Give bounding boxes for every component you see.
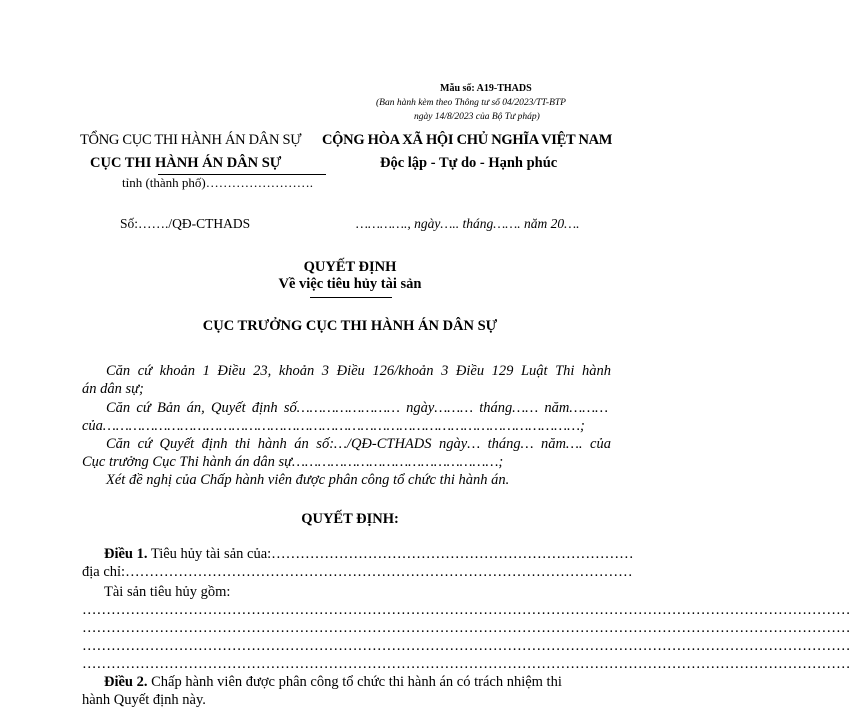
- asset-line-4: ……………………………………………………………………………………………………………………………………………: [82, 656, 851, 672]
- basis-2-line-b: của…………………………………………………………………………………………………;: [82, 418, 585, 434]
- document-date: …………., ngày….. tháng……. năm 20….: [356, 216, 580, 231]
- article-1-list-label: Tài sản tiêu hủy gồm:: [104, 584, 231, 600]
- agency-parent: TỔNG CỤC THI HÀNH ÁN DÂN SỰ: [80, 132, 302, 148]
- decision-heading: QUYẾT ĐỊNH:: [301, 511, 399, 527]
- agency-name: CỤC THI HÀNH ÁN DÂN SỰ: [90, 155, 282, 171]
- asset-line-1: ……………………………………………………………………………………………………………………………………………: [82, 602, 851, 618]
- article-2-line-b: hành Quyết định này.: [82, 692, 206, 708]
- basis-1-line-a: Căn cứ khoản 1 Điều 23, khoản 3 Điều 126/khoản 3 Điều 129 Luật Thi hành: [106, 363, 611, 379]
- article-1-text: Tiêu hủy tài sản của:…………………………………………………………………: [150, 546, 634, 562]
- article-2: [104, 674, 562, 691]
- basis-3-line-a: Căn cứ Quyết định thi hành án số:…/QĐ-CTHADS ngày… tháng… năm…. của: [106, 436, 611, 452]
- country-name: CỘNG HÒA XÃ HỘI CHỦ NGHĨA VIỆT NAM: [322, 132, 613, 148]
- agency-location: tỉnh (thành phố)…………………….: [122, 175, 314, 190]
- basis-1-line-b: án dân sự;: [82, 381, 144, 397]
- basis-3-line-b: Cục trưởng Cục Thi hành án dân sự…………………………………………;: [82, 454, 504, 470]
- article-1: [104, 546, 634, 563]
- national-motto: Độc lập - Tự do - Hạnh phúc: [380, 155, 558, 171]
- form-note-line-2: ngày 14/8/2023 của Bộ Tư pháp): [414, 112, 540, 122]
- basis-2-line-a: Căn cứ Bản án, Quyết định số…………………… ngày……… tháng…… năm………: [106, 400, 608, 416]
- article-2-text: Chấp hành viên được phân công tổ chức thi hành án có trách nhiệm thi: [151, 674, 562, 690]
- issuer-heading: CỤC TRƯỞNG CỤC THI HÀNH ÁN DÂN SỰ: [202, 318, 498, 334]
- asset-line-2: ……………………………………………………………………………………………………………………………………………: [82, 620, 851, 636]
- asset-line-3: ……………………………………………………………………………………………………………………………………………: [82, 638, 851, 654]
- form-code: Mẫu số: A19-THADS: [440, 83, 532, 94]
- document-title: QUYẾT ĐỊNH: [303, 259, 397, 275]
- article-1-label: Điều 1.: [104, 546, 148, 562]
- form-note-line-1: (Ban hành kèm theo Thông tư số 04/2023/TT-BTP: [376, 98, 566, 108]
- document-number: Số:……./QĐ-CTHADS: [120, 216, 251, 231]
- basis-4-line: Xét đề nghị của Chấp hành viên được phân công tổ chức thi hành án.: [106, 472, 510, 488]
- title-underline: [310, 297, 392, 298]
- article-2-label: Điều 2.: [104, 674, 148, 690]
- document-subtitle: Về việc tiêu hủy tài sản: [278, 276, 422, 292]
- article-1-address: địa chỉ:……………………………………………………………………………………………: [82, 564, 633, 580]
